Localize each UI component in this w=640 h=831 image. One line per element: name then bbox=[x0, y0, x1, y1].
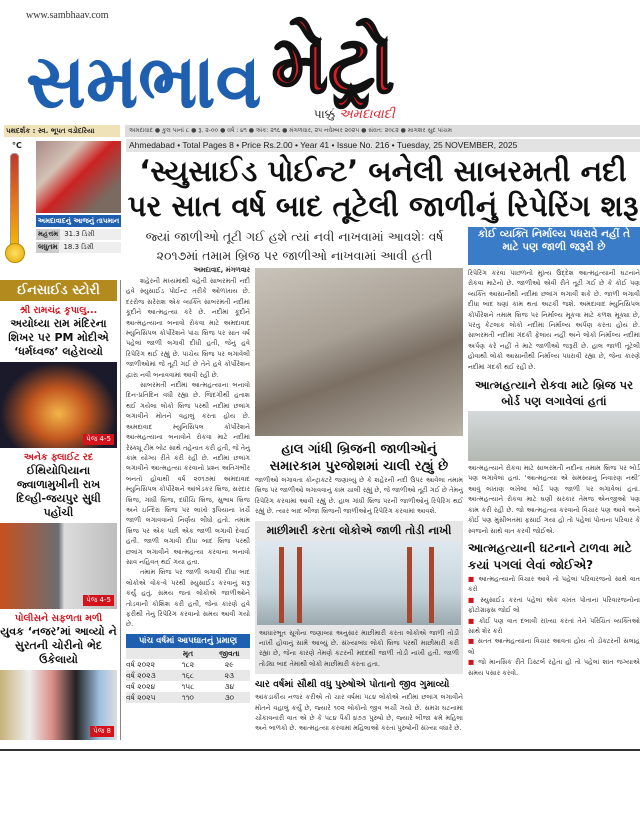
tagline-prefix: પાક્કું bbox=[313, 107, 336, 121]
dead-cell: ૧૮૨ bbox=[181, 659, 195, 669]
table-row bbox=[126, 670, 250, 681]
min-temp-value: 18.3 ડિગ્રી bbox=[63, 243, 94, 251]
column-header: જીવતા bbox=[219, 648, 240, 658]
min-temp-label: લઘુતમ bbox=[38, 243, 58, 251]
four-years-heading[interactable]: ચાર વર્ષમાં સૌથી વધુ પુરુષોએ પોતાનો જીવ ગુમાવ્યો bbox=[255, 679, 450, 691]
bridge-repair-photo bbox=[255, 268, 463, 436]
weather-photo bbox=[36, 141, 121, 213]
fishing-body: આધારભૂત સૂત્રોના જણાવ્યા અનુસાર માછીમારી કરતા લોકોએ જાળી તોડી નાખી હોવાનું સામે આવ્યું છે. સંખ્યાબંધ લોકો બ્રિજ પરથી માછીમારી કરી રહ્યા છે, જેના કારણે તેમણે કટરની મદદથી જાળી તોડી નાખી હતી. જાળી તોડ્યા બાદ તેમાંથી લોકો માછીમારી કરતા હતા. bbox=[259, 628, 459, 668]
thermometer-icon bbox=[0, 141, 30, 276]
police-photo bbox=[0, 670, 117, 740]
celsius-unit: °C bbox=[12, 141, 22, 150]
right-column bbox=[468, 265, 640, 734]
masthead bbox=[0, 0, 640, 126]
column-header bbox=[126, 648, 167, 659]
boards-heading[interactable]: આત્મહત્યાને રોકવા માટે બ્રિજ પર બોર્ડ પણ લગાવેલાં હતાં bbox=[474, 378, 634, 409]
page-tag[interactable]: પેજ 8 bbox=[90, 726, 114, 737]
story-kicker: શ્રી રામચંદ્ર કૃપાલુ... bbox=[19, 305, 98, 316]
masthead-logo-accent: મેટ્રો bbox=[271, 18, 395, 111]
gandhi-bridge-body: જાળીઓ લગાવતા કોન્ટ્રાક્ટરે જણાવ્યું છે કે શહેરની નદી ઉપર આવેલા તમામ બ્રિજ પર જાળીઓ લગાવવાનું કામ ચાલી રહ્યું છે, જે જાળીઓ તૂટી ગઈ છે તેમનું રિપેરિંગ કરવામાં આવી રહ્યું છે. હાલ ગાંધી બ્રિજ પરની જાળીઓનું રિપેરિંગ થઈ રહ્યું છે. ત્યાર બાદ બીજા બ્રિજની જાળીઓનું રિપેરિંગ કરવામાં આવશે. bbox=[255, 476, 464, 516]
bridge-board-photo bbox=[468, 411, 640, 461]
inside-stories-heading: ઈનસાઈડ સ્ટોરી bbox=[0, 280, 117, 301]
max-temp-value: 31.3 ડિગ્રી bbox=[64, 230, 95, 238]
four-years-body: આંકડાકીય નજર કરીએ તો ચાર વર્ષમાં ૫૮૪ લોકોએ નદીમાં છલાંગ લગાવીને મોતને વહાલું કર્યું છે, જ્યારે ૧૦૨ લોકોનો જીવ બચી ગયો છે. સમગ્ર ઘટનામાં ચોંકાવનારી વાત એ છે કે ૫૮૪ પૈકી ૪૭૭ પુરુષો છે, જ્યારે બીજા ક્રમે મહિલા અને બાળકો છે. આત્મહત્યા કરવામાં મહિલાઓ કરતાં પુરુષોની સંખ્યા વધારે છે. bbox=[255, 693, 463, 733]
min-temp-row bbox=[36, 242, 121, 253]
sidebar-box-heading: કોઈ વ્યક્તિ નિર્માલ્ય પધરાવે નહીં તે માટે પણ જાળી જરૂરી છે bbox=[468, 227, 640, 265]
dateline: અમદાવાદ, મંગળવાર bbox=[193, 266, 250, 274]
sidebar-box-body: રિપેરિંગ કરવા પાછળનો મુખ્ય ઉદ્દેશ આત્મહત્યાની ઘટનાને રોકવા માટેનો છે. જાળીઓ એવી રીતે તૂટી ગઈ છે કે કોઈ પણ વ્યક્તિ આસાનીથી નદીમાં છલાંગ લગાવી શકે છે. જાળી લગાવી દીધા બાદ ઘણાં કામ થતાં અટકી જશે. અમદાવાદ મ્યુનિસિપલ કોર્પોરેશને તમામ બ્રિજ પર નિર્માલ્ય મૂકવા માટે કળશ મૂક્યા છે, પરંતુ કેટલાક લોકો નદીમાં નિર્માલ્ય અર્પણ કરતા હોય છે. સાબરમતી નદીમાં ગંદકી ફેલાય નહીં અને લોકો નિર્માલ્ય નદીમાં અર્પણ કરે નહીં તે માટે જાળીઓ જરૂરી છે. હાલ જાળી તૂટેલી હોવાથી લોકો આસાનીથી નિર્માલ્ય પધરાવી રહ્યા છે, જેના કારણે નદીમાં ગંદકી થઈ રહી છે. bbox=[468, 269, 640, 371]
fishing-section bbox=[255, 521, 463, 675]
table-title: પાંચ વર્ષમાં આપઘાતનું પ્રમાણ bbox=[126, 634, 250, 648]
table-row bbox=[126, 659, 250, 670]
alive-cell: ૨૩ bbox=[224, 670, 235, 680]
prevention-heading[interactable]: આત્મહત્યાની ઘટનાને ટાળવા માટે કયાં પગલાં લેવાં જોઈએ? bbox=[468, 540, 632, 572]
issue-info-english: Ahmedabad • Total Pages 8 • Price Rs.2.00 • Year 41 • Issue No. 216 • Tuesday, 25 NOVEMBER, 2025 bbox=[126, 139, 640, 152]
temperature-label: અમદાવાદનું આજનું તાપમાન bbox=[37, 217, 120, 225]
page-body bbox=[0, 139, 640, 743]
temple-photo bbox=[0, 362, 117, 448]
max-temp-row bbox=[36, 229, 121, 240]
weather-widget bbox=[0, 139, 121, 276]
inside-story[interactable] bbox=[0, 451, 117, 609]
main-headline[interactable]: ‘સ્યુસાઈડ પોઈન્ટ’ બનેલી સાબરમતી નદી પર સાત વર્ષ બાદ તૂટેલી જાળીનું રિપેરિંગ શરૂ bbox=[127, 154, 639, 223]
story-headline[interactable]: ઈથિયોપિયાના જ્વાળામુખીની રાખ દિલ્હી-જયપુર સુધી પહોંચી bbox=[16, 464, 101, 519]
alive-cell: ૨૯ bbox=[224, 659, 234, 669]
story-kicker: અનેક ફ્લાઈટ રદ bbox=[23, 452, 94, 463]
masthead-tagline bbox=[314, 107, 395, 122]
year-cell: વર્ષ ૨૦૨૩ bbox=[126, 670, 156, 680]
website-url[interactable]: www.sambhaav.com bbox=[26, 10, 109, 21]
year-cell: વર્ષ ૨૦૨૪ bbox=[126, 681, 156, 691]
prevention-item: ■ જો માનસિક રીતે ડિસ્ટર્બ રહેતા હો તો પહેલાં શાંત જગ્યાએ સમય પસાર કરવો. bbox=[468, 657, 640, 678]
dead-cell: ૧૫૮ bbox=[181, 681, 195, 691]
table-row bbox=[126, 692, 250, 703]
prevention-item: ■ સ્યુસાઈડ કરતાં પહેલાં એક વખત પોતાનાં પરિવારજનોના ફોટોગ્રાફ્સ જોઈ લો bbox=[468, 595, 640, 616]
article-paragraph: તમામ બ્રિજ પર જાળી લગાવી દીધા બાદ લોકોએ વોક-વે પરથી સ્યુસાઈડ કરવાનું શરૂ કર્યું હતું. સમય જતાં લોકોએ જાળીઓને તોડવાની કોશિશ કરી હતી, જેના કારણે હવે ફરીથી તેનું રિપેરિંગ કરવાનો સમય આવી ગયો છે. bbox=[126, 568, 250, 629]
middle-column bbox=[255, 265, 463, 734]
year-cell: વર્ષ ૨૦૨૫ bbox=[126, 692, 156, 702]
prevention-item: ■ સતત આત્મહત્યાના વિચાર આવતા હોય તો ડોક્ટરની સલાહ લો bbox=[468, 636, 640, 657]
page-tag[interactable]: પેજ 4-5 bbox=[83, 434, 114, 445]
max-temp-label: મહત્તમ bbox=[38, 230, 59, 238]
temperature-info bbox=[36, 141, 121, 276]
gandhi-bridge-heading[interactable]: હાલ ગાંધી બ્રિજની જાળીઓનું સમારકામ પુરજોશમાં ચાલી રહ્યું છે bbox=[269, 442, 449, 474]
story-headline[interactable]: યુવક ‘નજર’માં આવ્યો ને સુરતની ચોરીનો ભેદ ઉકેલાયો bbox=[0, 625, 117, 666]
main-article-column bbox=[126, 265, 250, 734]
left-column bbox=[0, 139, 121, 743]
year-cell: વર્ષ ૨૦૨૨ bbox=[126, 659, 155, 669]
table-row bbox=[126, 681, 250, 692]
issue-info-row bbox=[0, 125, 640, 137]
masthead-logo-main: સમભાવ bbox=[26, 39, 262, 126]
story-headline[interactable]: અયોધ્યા રામ મંદિરના શિખર પર PM મોદીએ ‘ધર્મધ્વજ’ લહેરાવ્યો bbox=[8, 317, 109, 358]
main-article-body bbox=[126, 265, 250, 630]
page-tag[interactable]: પેજ 4-5 bbox=[83, 595, 114, 606]
article-paragraph: શહેરની મધ્યમાંથી વહેતી સાબરમતી નદી હવે સ્યુસાઈડ પોઈન્ટ તરીકે ઓળખાય છે. દરરોજ સરેરાશ એક વ્યક્તિ સાબરમતી નદીમાં કૂદીને આત્મહત્યા કરે છે. નદીમાં કૂદીને આત્મહત્યાના બનાવો રોકવા માટે અમદાવાદ મ્યુનિસિપલ કોર્પોરેશને પાંચ બ્રિજ પર સાત વર્ષ પહેલાં જાળી લગાવી દીધી હતી, જેનું હવે રિપેરિંગ થઈ રહ્યું છે. પાંચેય બ્રિજ પર લગાવેલી જાળીઓમાં જે તૂટી ગઈ છે તેને હવે કોર્પોરેશન દ્વારા નવી બનાવવામાં આવી રહી છે. bbox=[126, 277, 250, 379]
bottom-rule bbox=[0, 749, 640, 751]
alive-cell: ૩૦ bbox=[224, 692, 235, 702]
article-grid bbox=[126, 227, 640, 734]
suicide-stats-table bbox=[126, 634, 250, 703]
prevention-item: ■ આત્મહત્યાનો વિચાર આવે તો પહેલાં પરિવારજનો સાથે વાત કરો bbox=[468, 574, 640, 595]
story-kicker: પોલીસને સફળતા મળી bbox=[14, 613, 103, 624]
inside-story[interactable] bbox=[0, 612, 117, 740]
main-subheadline: જ્યાં જાળીઓ તૂટી ગઈ હશે ત્યાં નવી નાખવામાં આવશેઃ વર્ષ ૨૦૧૭માં તમામ બ્રિજ પર જાળીઓ નાખવામાં આવી હતી bbox=[145, 229, 444, 263]
broken-net-photo bbox=[257, 541, 461, 625]
tagline-accent: અમદાવાદી bbox=[339, 107, 395, 122]
inside-story[interactable] bbox=[0, 304, 117, 448]
boards-body: આત્મહત્યાને રોકવા માટે સાબરમતી નદીના તમામ બ્રિજ પર બોર્ડ પણ લગાવેલાં હતાં. ‘આત્મહત્યા એ સમસ્યાનું નિવારણ નથી’ આવું લખાણ લખેલાં બોર્ડ પણ જાળી પર લગાવેલાં હતાં. આત્મહત્યાને રોકવા માટે ઘણી સરકાર તેમજ એનજીઓ પણ કામ કરી રહી છે. જો આત્મહત્યા કરવાનો વિચાર પણ આવે અને કોઈ પણ મુસીબતમાં ફસાઈ ગયા હો તો પહેલાં પોતાના પરિવાર કે સ્વજનો સાથે વાત કરવી જોઈએ. bbox=[468, 464, 640, 535]
issue-info-gujarati: અમદાવાદ ● કુલ પાનાં ૮ ● રૂ. ૨-૦૦ ● વર્ષ : ૪૧ ● અંક: ૨૧૬ ● મંગળવાર, ૨૫ નવેમ્બર ૨૦૨૫ ● સંવત: ૨૦૮૨ ● માગશર સુદ પાંચમ bbox=[125, 125, 640, 137]
prevention-item: ■ કોઈ પણ વાત દબાવી રાખ્યા કરતાં તેને પરિચિત વ્યક્તિઓ સાથે શેર કરો bbox=[468, 616, 640, 637]
dead-cell: ૧૬૮ bbox=[181, 670, 194, 680]
founder-credit: પથદર્શક : સ્વ. ભૂપત વડોદરિયા bbox=[4, 125, 120, 137]
table-header-row bbox=[126, 648, 250, 659]
alive-cell: ૩૪ bbox=[224, 681, 235, 691]
main-area bbox=[126, 139, 640, 743]
masthead-accent-block bbox=[271, 18, 395, 122]
inside-stories bbox=[0, 280, 121, 740]
column-header: મૃત bbox=[182, 648, 194, 658]
masthead-logo bbox=[26, 18, 632, 126]
article-paragraph: સાબરમતી નદીમાં આત્મહત્યાના બનાવો દિન-પ્રતિદિન વધી રહ્યા છે. જિંદગીથી હતાશ થઈ ગયેલા લોકો બ્રિજ પરથી નદીમાં છલાંગ લગાવીને મોતને વહાલું કરતા હોય છે. અમદાવાદ મ્યુનિસિપલ કોર્પોરેશને આત્મહત્યાના બનાવોને રોકવા માટે નદીમાં રેસ્ક્યૂ ટીમ બોટ સાથે તહેનાત કરી હતી, જે તેનું કામ યોગ્ય રીતે કરી રહી છે. નદીમાં છલાંગ લગાવીને આત્મહત્યા કરવાનો પ્રશ્ન અતિગંભીર બનતો હોવાથી વર્ષ ૨૦૧૭માં અમદાવાદ મ્યુનિસિપલ કોર્પોરેશને આંબેડકર બ્રિજ, સરદાર બ્રિજ, ગાંધી બ્રિજ, દધીચિ બ્રિજ, સુભાષ બ્રિજ અને ઇન્દિરા બ્રિજ પર લાખો રૂપિયાના ખર્ચે જાળી લગાવવાનો નિર્ણય લીધો હતો. તમામ બ્રિજ પર એક પછી એક જાળી લગાવી દેવાઈ હતી. જાળી લગાવી દીધા બાદ બ્રિજ પરથી છલાંગ લગાવીને આત્મહત્યા કરવાના બનાવો સાવ નહિવત્ થઈ ગયા હતા. bbox=[126, 381, 250, 566]
prevention-list bbox=[468, 574, 640, 678]
dead-cell: ૧૧૦ bbox=[182, 692, 194, 702]
volcano-photo bbox=[0, 523, 117, 609]
fishing-heading[interactable]: માછીમારી કરતા લોકોએ જાળી તોડી નાખી bbox=[266, 523, 452, 537]
